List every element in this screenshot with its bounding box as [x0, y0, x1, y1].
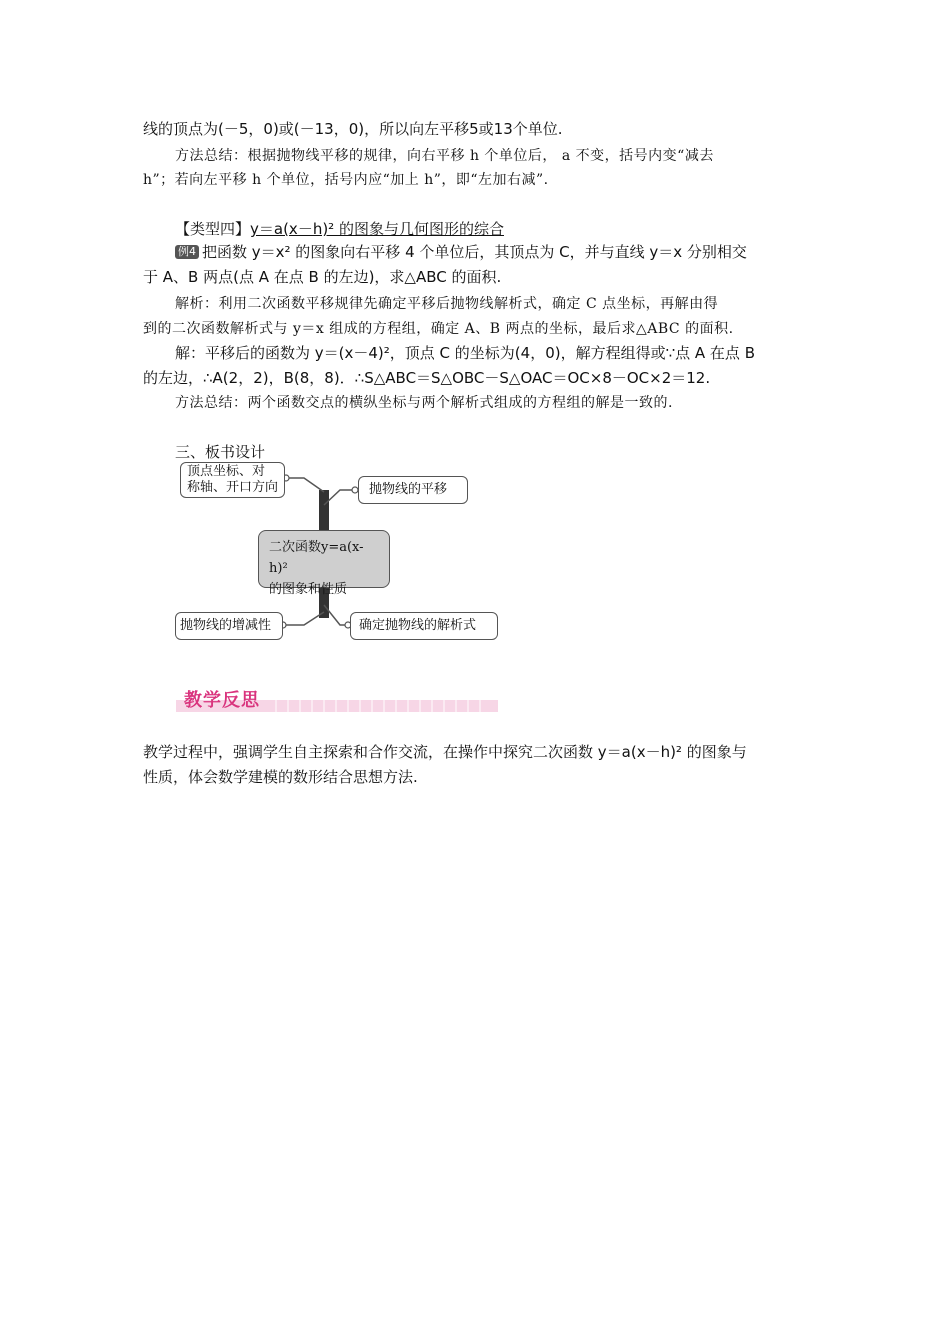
mindmap-center-line2: 的图象和性质: [269, 582, 348, 597]
method-summary-1: 方法总结：根据抛物线平移的规律，向右平移 h 个单位后， a 不变，括号内变“减去: [175, 148, 714, 164]
type4-prefix: 【类型四】: [175, 220, 251, 238]
example-badge: 例4: [175, 245, 199, 259]
mindmap-node-vertex-line1: 顶点坐标、对: [187, 464, 266, 479]
reflection-banner: [176, 686, 498, 713]
mindmap-node-vertex: [180, 462, 285, 498]
solution-line-cont: 的左边，∴A(2，2)，B(8，8)．∴S△ABC＝S△OBC－S△OAC＝OC×8－OC×2＝12.: [143, 369, 711, 387]
mindmap-node-translation: 抛物线的平移: [358, 476, 468, 504]
mindmap-node-monotonicity: 抛物线的增减性: [175, 612, 283, 640]
mindmap-center-node: [258, 530, 390, 597]
analysis-line-cont: 到的二次函数解析式与 y＝x 组成的方程组，确定 A、B 两点的坐标，最后求△ABC 的面积.: [143, 321, 734, 337]
paragraph-line: 线的顶点为(－5，0)或(－13，0)，所以向左平移5或13个单位.: [143, 120, 563, 138]
mindmap-node-analytic: 确定抛物线的解析式: [350, 612, 498, 640]
method-summary-1-cont: h”；若向左平移 h 个单位，括号内应“加上 h”，即“左加右减”.: [143, 172, 549, 188]
method-summary-2: 方法总结：两个函数交点的横纵坐标与两个解析式组成的方程组的解是一致的.: [175, 395, 673, 411]
example-line-cont: 于 A、B 两点(点 A 在点 B 的左边)，求△ABC 的面积.: [143, 268, 502, 286]
solution-line: 解：平移后的函数为 y＝(x－4)²，顶点 C 的坐标为(4，0)，解方程组得或∵点 A 在点 B: [175, 344, 755, 362]
example-text: 把函数 y＝x² 的图象向右平移 4 个单位后，其顶点为 C，并与直线 y＝x 分别相交: [202, 243, 747, 261]
mindmap-center-line1: 二次函数y=a(x-h)²: [269, 540, 364, 576]
reflection-title: 教学反思: [184, 690, 260, 711]
mindmap-node-vertex-line2: 称轴、开口方向: [187, 480, 279, 495]
type4-title: y＝a(x－h)² 的图象与几何图形的综合: [250, 220, 504, 238]
reflection-line-cont: 性质，体会数学建模的数形结合思想方法.: [143, 768, 418, 786]
board-design-heading: 三、板书设计: [175, 443, 266, 461]
reflection-line: 教学过程中，强调学生自主探索和合作交流，在操作中探究二次函数 y＝a(x－h)² 的图象与: [143, 743, 747, 761]
analysis-line: 解析：利用二次函数平移规律先确定平移后抛物线解析式，确定 C 点坐标，再解由得: [175, 296, 719, 312]
